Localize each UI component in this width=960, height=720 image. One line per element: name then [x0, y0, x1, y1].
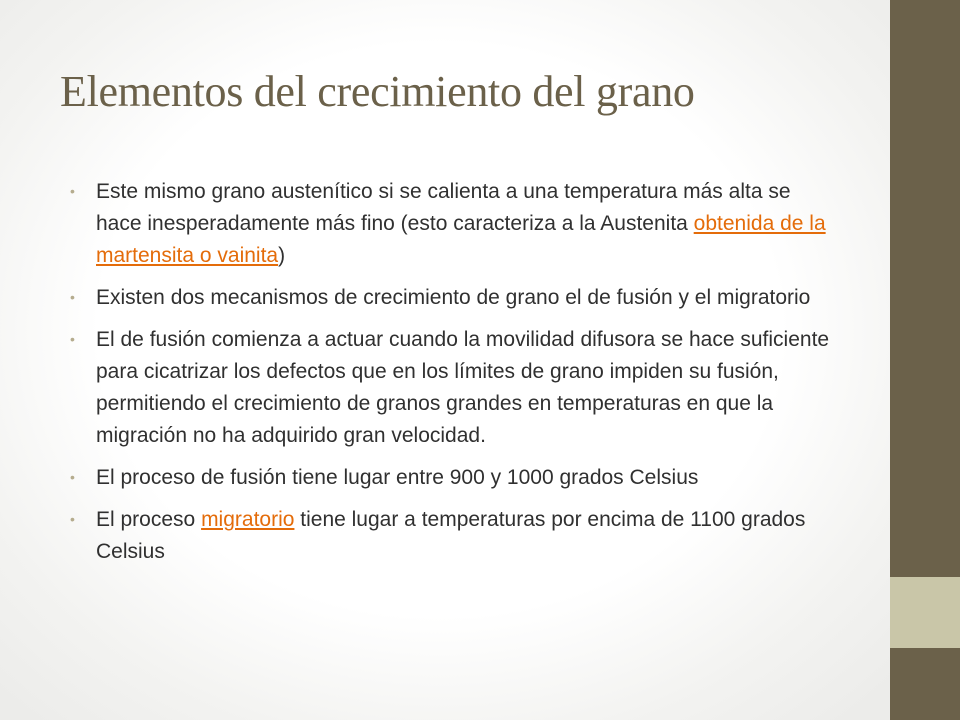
bullet-dot-icon: •: [70, 511, 75, 527]
slide-title: Elementos del crecimiento del grano: [60, 67, 695, 116]
bullet-dot-icon: •: [70, 331, 75, 347]
bullet-item-1: [70, 176, 830, 272]
bullet-text: ): [278, 244, 286, 267]
sidebar-band-bottom: [890, 648, 960, 720]
bullet-item-3: [70, 324, 830, 452]
bullet-item-2: [70, 282, 830, 314]
bullet-text: tiene lugar a temperaturas por encima de 1100 grados Celsius: [96, 508, 806, 563]
bullet-text: El de fusión comienza a actuar cuando la movilidad difusora se hace suficiente para cicatrizar los defectos que en los límites de grano impiden su fusión, permitiendo el crecimiento de granos grandes en temperaturas en que la migración no ha adquirido gran velocidad.: [96, 328, 830, 447]
bullet-text: El proceso de fusión tiene lugar entre 900 y 1000 grados Celsius: [96, 466, 699, 489]
sidebar-band-top: [890, 0, 960, 577]
bullet-dot-icon: •: [70, 289, 75, 305]
bullet-text: Este mismo grano austenítico si se calienta a una temperatura más alta se hace inesperadamente más fino (esto caracteriza a la Austenita: [96, 180, 791, 235]
sidebar-band-accent: [890, 577, 960, 648]
bullet-text: El proceso: [96, 508, 202, 531]
bullet-dot-icon: •: [70, 183, 75, 199]
bullet-item-5: [70, 504, 830, 568]
bullet-dot-icon: •: [70, 469, 75, 485]
bullet-text: Existen dos mecanismos de crecimiento de grano el de fusión y el migratorio: [96, 286, 811, 309]
link-martensita-vainita[interactable]: obtenida de la martensita o vainita: [96, 212, 826, 267]
bullet-item-4: [70, 462, 830, 494]
bullet-list: [70, 176, 830, 578]
link-migratorio[interactable]: migratorio: [201, 508, 295, 531]
